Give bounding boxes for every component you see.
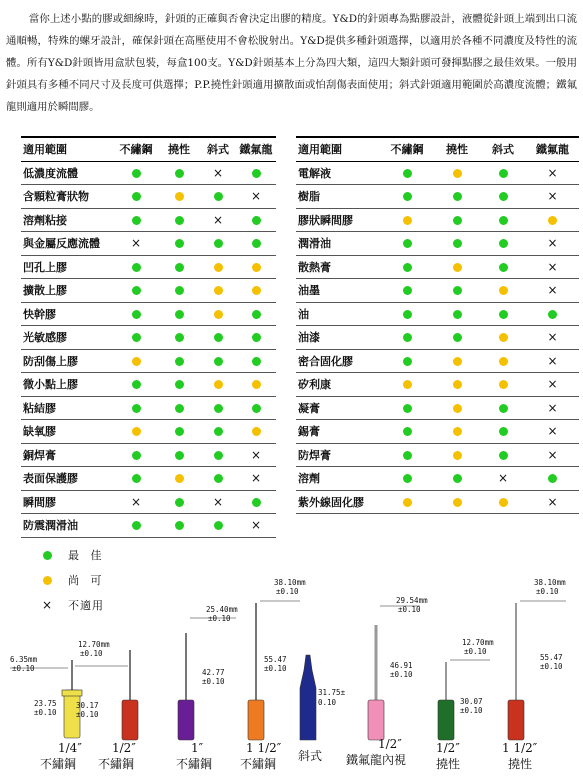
cross-icon: × — [547, 283, 558, 298]
tip-size: 1″ — [191, 741, 204, 755]
cross-icon: × — [547, 353, 558, 368]
tip-size: 1/2″ — [378, 737, 402, 751]
dim-overall: 30.07 — [460, 697, 483, 706]
application-name: 溶劑粘接 — [21, 208, 114, 232]
tip-type: 不繡鋼 — [98, 757, 135, 771]
header-stainless: 不繡鋼 — [114, 137, 158, 161]
legend-label-not-applicable: 不適用 — [68, 598, 104, 612]
tip-1-2-stainless — [75, 640, 138, 771]
tip-1-2-flexible — [436, 638, 494, 771]
dim-overall: 23.75 — [34, 699, 57, 708]
intro-paragraph: 當你上述小點的膠或細線時，針頭的正確與否會決定出膠的精度。Y&D的針頭專為點膠設計，液體從針頭上端到出口流通順暢，特殊的螺牙設計，確保針頭在高壓使用不會松脫射出。Y&D提供多種針頭選擇，以適用於各種不同濃度及特性的流體。所有Y&D針頭皆用盒狀包裝，每盒100支。Y&D針頭基本上分為四大類，這四大類針頭可發揮點膠之最佳效果。一般用針頭具有多種不同尺寸及長度可供選擇；P.P.撓性針頭適用擴散面或怕刮傷表面使用；斜式針頭適用範圍於高濃度流體；鐵氟龍則適用於瞬間膠。 — [6, 13, 577, 113]
cross-icon: × — [547, 494, 558, 509]
tip-1-1-2-stainless — [240, 578, 306, 771]
application-name: 粘結膠 — [21, 396, 114, 420]
cross-icon: × — [547, 377, 558, 392]
tip-size: 1/2″ — [112, 741, 136, 755]
application-name: 紫外線固化膠 — [296, 490, 380, 514]
header-tapered: 斜式 — [200, 137, 236, 161]
application-name: 防震潤滑油 — [21, 514, 114, 538]
application-name: 潤滑油 — [296, 232, 380, 256]
application-name: 防焊膏 — [296, 443, 380, 467]
application-name: 油 — [296, 302, 380, 326]
application-name: 防刮傷上膠 — [21, 349, 114, 373]
application-name: 膠狀瞬間膠 — [296, 208, 380, 232]
application-name: 電解液 — [296, 161, 380, 185]
cross-icon: × — [497, 471, 509, 486]
application-name: 溶劑 — [296, 467, 380, 491]
header-tapered: 斜式 — [480, 137, 526, 161]
application-name: 油漆 — [296, 326, 380, 350]
application-name: 快幹膠 — [21, 302, 114, 326]
application-name: 凝膏 — [296, 396, 380, 420]
tip-type: 斜式 — [298, 749, 323, 763]
cross-icon: × — [41, 597, 53, 612]
application-name: 低濃度流體 — [21, 161, 114, 185]
tip-1-stainless — [176, 605, 238, 771]
legend-label-ok: 尚 可 — [68, 573, 106, 587]
header-application: 適用範圍 — [21, 137, 114, 161]
cross-icon: × — [547, 236, 558, 251]
application-name: 錫膏 — [296, 420, 380, 444]
dim-tolerance: ±0.10 — [536, 587, 559, 596]
application-name: 缺氧膠 — [21, 420, 114, 444]
cross-icon: × — [212, 212, 224, 227]
application-name: 油墨 — [296, 279, 380, 303]
header-stainless: 不繡鋼 — [380, 137, 434, 161]
dim-length: 12.70mm — [462, 638, 494, 647]
tip-type: 不繡鋼 — [176, 757, 213, 771]
dim-length: 12.70mm — [78, 640, 110, 649]
application-name: 樹脂 — [296, 185, 380, 209]
dim-overall-tolerance: ±0.10 — [264, 664, 287, 673]
tip-1-2-teflon — [346, 596, 428, 767]
application-name: 密合固化膠 — [296, 349, 380, 373]
dim-tolerance: ±0.10 — [80, 649, 103, 658]
cross-icon: × — [250, 471, 262, 486]
application-name: 含顆粒膏狀物 — [21, 185, 114, 209]
tip-type: 不繡鋼 — [40, 757, 77, 771]
tip-type: 鐵氟龍內視 — [346, 753, 407, 767]
dim-length: 38.10mm — [274, 578, 306, 587]
application-name: 表面保護膠 — [21, 467, 114, 491]
application-name: 與金屬反應流體 — [21, 232, 114, 256]
tip-size: 1/4″ — [58, 741, 82, 755]
dim-overall-tolerance: ±0.10 — [460, 706, 483, 715]
application-name: 凹孔上膠 — [21, 255, 114, 279]
header-teflon: 鐵氟龍 — [236, 137, 276, 161]
cross-icon: × — [547, 259, 558, 274]
tip-size: 1 1/2″ — [246, 741, 282, 755]
dim-overall-tolerance: ±0.10 — [540, 662, 563, 671]
cross-icon: × — [547, 447, 558, 462]
cross-icon: × — [547, 400, 558, 415]
dim-overall: 30.17 — [76, 701, 99, 710]
tip-size: 1 1/2″ — [502, 741, 538, 755]
tip-type: 撓性 — [508, 757, 533, 771]
application-name: 銅焊膏 — [21, 443, 114, 467]
legend-label-best: 最 佳 — [68, 548, 106, 562]
cross-icon: × — [250, 518, 262, 533]
header-flexible: 撓性 — [158, 137, 200, 161]
dim-length: 38.10mm — [534, 578, 566, 587]
dim-overall: 31.75± — [318, 688, 346, 697]
dim-overall-tolerance: 0.10 — [318, 698, 337, 707]
application-name: 瞬間膠 — [21, 490, 114, 514]
dim-tolerance: ±0.10 — [464, 647, 487, 656]
dim-overall-tolerance: ±0.10 — [202, 677, 225, 686]
cross-icon: × — [547, 424, 558, 439]
dim-length: 6.35mm — [10, 655, 38, 664]
cross-icon: × — [130, 494, 142, 509]
application-name: 微小點上膠 — [21, 373, 114, 397]
tip-1-4-stainless — [10, 655, 82, 771]
header-application: 適用範圍 — [296, 137, 380, 161]
dim-tolerance: ±0.10 — [398, 605, 421, 614]
dim-overall: 55.47 — [264, 655, 287, 664]
dim-length: 25.40mm — [206, 605, 238, 614]
dim-length: 29.54mm — [396, 596, 428, 605]
cross-icon: × — [547, 165, 558, 180]
cross-icon: × — [250, 447, 262, 462]
application-name: 擴散上膠 — [21, 279, 114, 303]
dim-overall-tolerance: ±0.10 — [34, 708, 57, 717]
cross-icon: × — [130, 236, 142, 251]
cross-icon: × — [212, 494, 224, 509]
application-name: 散熱膏 — [296, 255, 380, 279]
tip-1-1-2-flexible — [502, 578, 566, 771]
tip-type: 撓性 — [436, 757, 461, 771]
application-name: 光敏感膠 — [21, 326, 114, 350]
application-name: 矽利康 — [296, 373, 380, 397]
tip-tapered — [298, 655, 346, 763]
dim-overall-tolerance: ±0.10 — [390, 670, 413, 679]
dim-overall: 42.77 — [202, 668, 225, 677]
header-flexible: 撓性 — [434, 137, 480, 161]
cross-icon: × — [547, 330, 558, 345]
dim-overall-tolerance: ±0.10 — [76, 710, 99, 719]
tip-size: 1/2″ — [436, 741, 460, 755]
dim-overall: 46.91 — [390, 661, 413, 670]
cross-icon: × — [547, 189, 558, 204]
dim-overall: 55.47 — [540, 653, 563, 662]
cross-icon: × — [250, 189, 262, 204]
cross-icon: × — [212, 165, 224, 180]
tip-type: 不繡鋼 — [240, 757, 277, 771]
dim-tolerance: ±0.10 — [12, 664, 35, 673]
header-teflon: 鐵氟龍 — [526, 137, 579, 161]
dim-tolerance: ±0.10 — [208, 614, 231, 623]
dim-tolerance: ±0.10 — [276, 587, 299, 596]
